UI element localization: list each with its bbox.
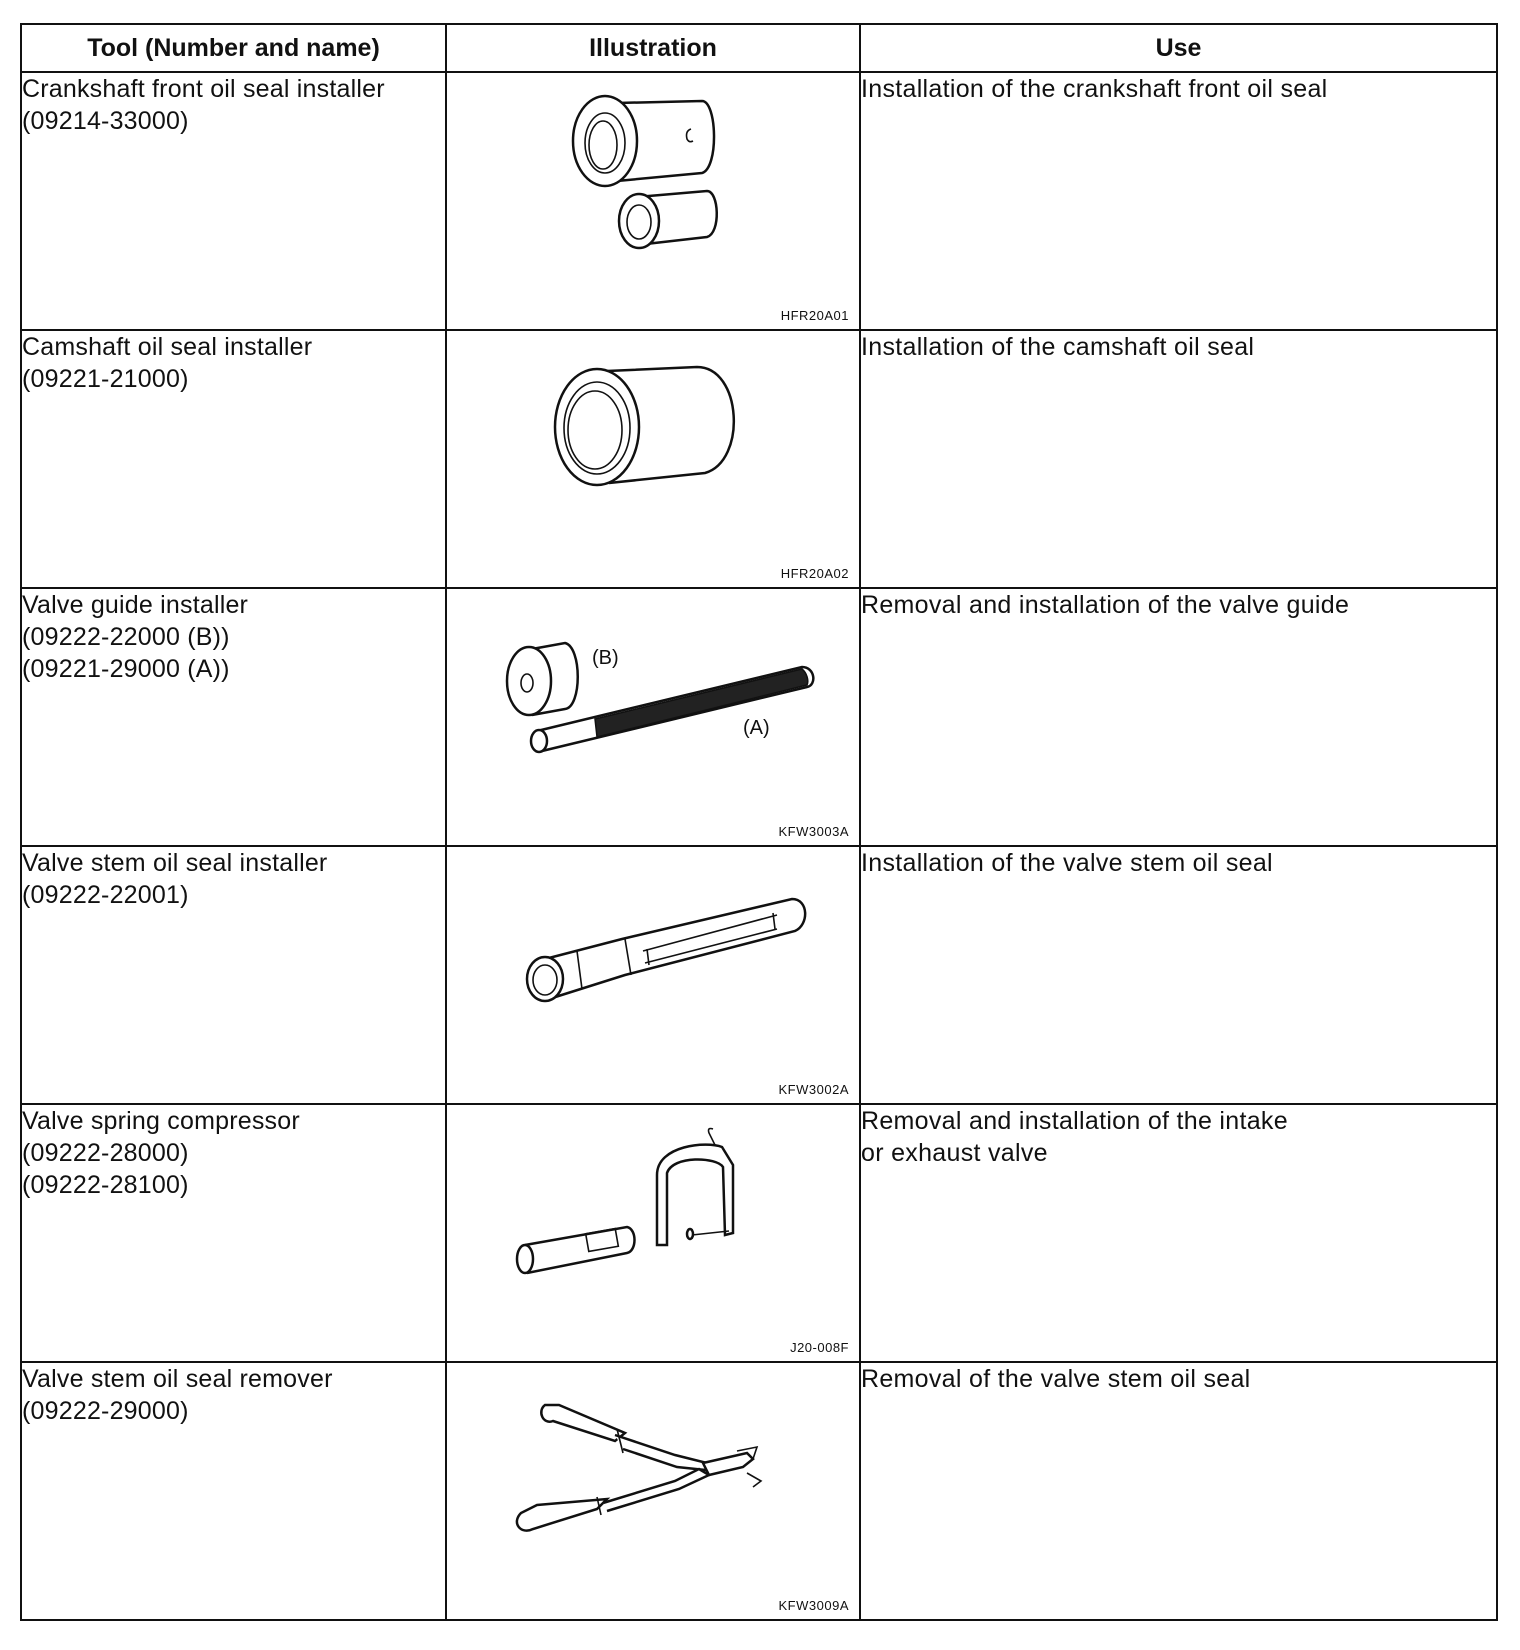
special-tools-table: [20, 23, 1498, 1621]
tool-number: (09222-22001): [22, 881, 189, 909]
valve-stem-seal-installer-icon: [447, 847, 857, 1101]
tool-name: Crankshaft front oil seal installer: [22, 75, 385, 103]
tool-name-cell: [21, 1104, 446, 1362]
header-illustration: Illustration: [446, 24, 860, 72]
header-use: Use: [860, 24, 1497, 72]
illustration-cell: [446, 330, 860, 588]
table-row: [21, 588, 1497, 846]
tool-number: (09222-28100): [22, 1171, 189, 1199]
illustration-code: HFR20A01: [780, 308, 849, 323]
use-text: or exhaust valve: [861, 1139, 1048, 1167]
crankshaft-seal-installer-icon: [447, 73, 857, 327]
tool-name-cell: [21, 588, 446, 846]
illustration-cell: [446, 1362, 860, 1620]
tool-name: Valve stem oil seal installer: [22, 849, 328, 877]
tool-number: (09221-21000): [22, 365, 189, 393]
use-text: Removal and installation of the valve guide: [861, 591, 1350, 619]
illustration-code: HFR20A02: [780, 566, 849, 581]
tool-number: (09222-29000): [22, 1397, 189, 1425]
use-text: Installation of the crankshaft front oil seal: [861, 75, 1328, 103]
camshaft-seal-installer-icon: [447, 331, 857, 585]
table-row: [21, 1362, 1497, 1620]
table-row: [21, 72, 1497, 330]
tool-number: (09222-22000 (B)): [22, 623, 230, 651]
use-cell: [860, 330, 1497, 588]
use-text: Installation of the camshaft oil seal: [861, 333, 1255, 361]
use-text: Removal of the valve stem oil seal: [861, 1365, 1251, 1393]
tool-name: Valve stem oil seal remover: [22, 1365, 333, 1393]
tool-number: (09214-33000): [22, 107, 189, 135]
use-cell: [860, 846, 1497, 1104]
tool-number: (09222-28000): [22, 1139, 189, 1167]
header-tool: Tool (Number and name): [21, 24, 446, 72]
label-b: (B): [592, 647, 619, 669]
valve-spring-compressor-icon: [447, 1105, 857, 1359]
use-cell: [860, 588, 1497, 846]
tool-name: Valve spring compressor: [22, 1107, 300, 1135]
tool-name-cell: [21, 72, 446, 330]
tool-name-cell: [21, 846, 446, 1104]
use-cell: [860, 72, 1497, 330]
tool-name: Camshaft oil seal installer: [22, 333, 313, 361]
valve-stem-seal-remover-icon: [447, 1363, 857, 1617]
illustration-code: KFW3002A: [778, 1082, 849, 1097]
table-row: [21, 846, 1497, 1104]
valve-guide-installer-icon: [447, 589, 857, 843]
use-cell: [860, 1104, 1497, 1362]
header-row: [21, 24, 1497, 72]
illustration-cell: [446, 846, 860, 1104]
tool-name: Valve guide installer: [22, 591, 249, 619]
illustration-cell: [446, 72, 860, 330]
use-cell: [860, 1362, 1497, 1620]
tool-number: (09221-29000 (A)): [22, 655, 230, 683]
illustration-code: KFW3009A: [778, 1598, 849, 1613]
tool-name-cell: [21, 330, 446, 588]
use-text: Installation of the valve stem oil seal: [861, 849, 1273, 877]
label-a: (A): [743, 717, 770, 739]
table-row: [21, 330, 1497, 588]
tool-name-cell: [21, 1362, 446, 1620]
illustration-cell: [446, 588, 860, 846]
use-text: Removal and installation of the intake: [861, 1107, 1288, 1135]
illustration-code: KFW3003A: [778, 824, 849, 839]
table-row: [21, 1104, 1497, 1362]
illustration-code: J20-008F: [790, 1340, 849, 1355]
illustration-cell: [446, 1104, 860, 1362]
